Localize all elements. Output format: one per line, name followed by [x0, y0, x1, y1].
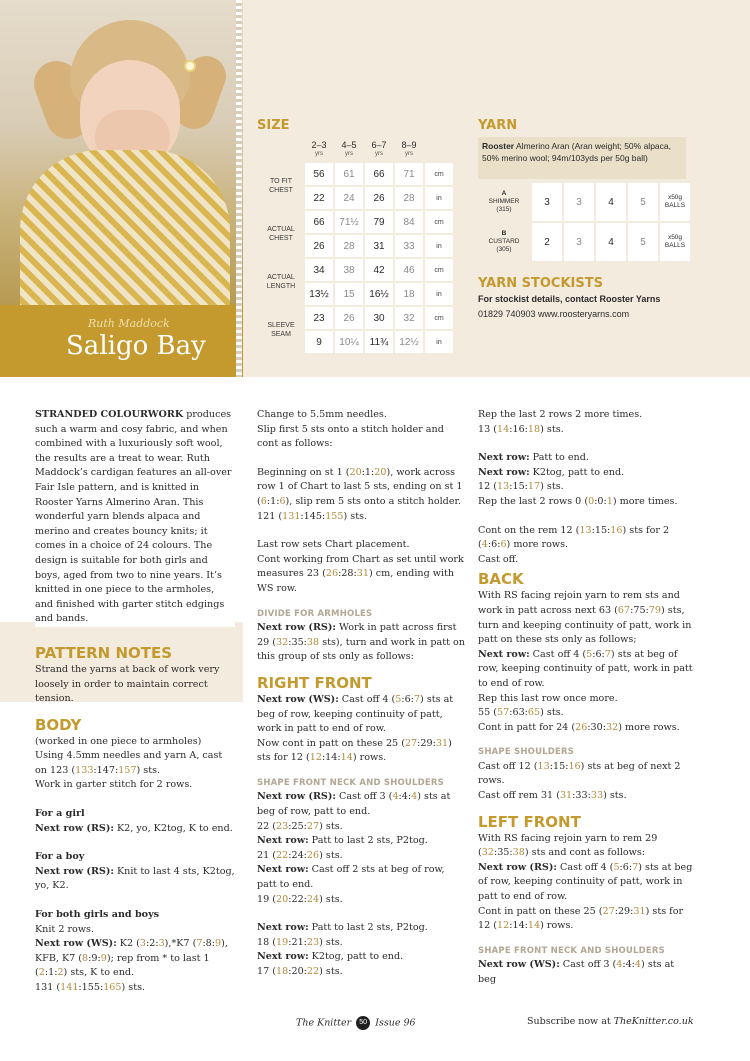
cell: 71½ [335, 211, 363, 233]
subscribe-text: Subscribe now at [527, 1016, 614, 1027]
cell: 4 [596, 223, 626, 261]
col2-text-3: Last row sets Chart placement. Cont working from Chart as set until work measures 23 (26:28:31) cm, ending with WS row. [257, 539, 464, 594]
stockists-phone-web: 01829 740903 www.roosteryarns.com [478, 309, 630, 319]
body-heading: BODY [35, 715, 82, 734]
cell: 12½ [395, 331, 423, 353]
left-neck-text: Next row (WS): Cast off 3 (4:4:4) sts at beg [478, 959, 675, 985]
spacer [257, 597, 467, 603]
spacer [35, 707, 235, 713]
pattern-title: Saligo Bay [66, 331, 206, 361]
footer-subscribe [527, 1016, 694, 1027]
unit-cell: cm [425, 163, 453, 185]
divide-armholes-heading: DIVIDE FOR ARMHOLES [257, 608, 373, 619]
cell: 5 [628, 183, 658, 221]
girl-text: Next row (RS): K2, yo, K2tog, K to end. [35, 822, 233, 834]
cell: 5 [628, 223, 658, 261]
spacer [35, 793, 235, 807]
cell: 28 [335, 235, 363, 257]
row-label: SLEEVE SEAM [259, 307, 303, 353]
both-heading: For both girls and boys [35, 909, 160, 921]
yarn-brand: Rooster [482, 141, 515, 151]
unit-cell: cm [425, 259, 453, 281]
table-row [478, 183, 690, 221]
cell: 10¼ [335, 331, 363, 353]
intro-paragraph: STRANDED COLOURWORK produces such a warm and cosy fabric, and when combined with a luxuriously soft wool, the results are a treat to wear. Ruth Maddock’s cardigan features an all-over Fair Isle pattern, and is knitted in Rooster Yarns Almerino Aran. This wonderful yarn blends alpaca and merino and creates bouncy knits; it comes in a choice of 24 colours. The design is suitable for both girls and boys, aged from two to nine years. It’s knitted in one piece to the armholes, and finished with garter stitch edgings and bands. [35, 408, 235, 627]
spacer [35, 894, 235, 908]
cell: 16½ [365, 283, 393, 305]
cell: 71 [395, 163, 423, 185]
row-label: ACTUAL LENGTH [259, 259, 303, 305]
column-1 [35, 408, 235, 996]
flower-icon [184, 60, 196, 72]
shade-label: A SHIMMER (315) [478, 183, 530, 221]
both-text: Knit 2 rows. Next row (WS): K2 (3:2:3),*K7 (7:8:9), KFB, K7 (8:9:9); rep from * to last 1 (2:1:2) sts, K to end. 131 (141:155:165) sts. [35, 923, 228, 993]
cell: 28 [395, 187, 423, 209]
back-text: With RS facing rejoin yarn to rem sts and work in patt across next 63 (67:75:79) sts, turn and keeping continuity of patt, work in patt on these sts only as follows; Next row: Cast off 4 (5:6:7) sts at beg of row, keeping continuity of patt, work in patt to end of row. Rep this last row once more. 55 (57:63:65) sts. Cont in patt for 24 (26:30:32) more rows. [478, 590, 693, 733]
magazine-name: The Knitter [296, 1017, 352, 1029]
cell: 26 [335, 307, 363, 329]
size-col-3: 8–9 yrs [401, 140, 417, 157]
left-front-text: With RS facing rejoin yarn to rem 29 (32:35:38) sts and cont as follows: Next row (RS): Cast off 4 (5:6:7) sts at beg of row, keeping continuity of patt, work in patt to end of row. Cont in patt on these 25 (27:29:31) sts for 12 (12:14:14) rows. [478, 832, 693, 932]
table-row [259, 211, 453, 233]
cell: 3 [564, 223, 594, 261]
cell: 33 [395, 235, 423, 257]
shade-label: B CUSTARD (305) [478, 223, 530, 261]
cell: 15 [335, 283, 363, 305]
cell: 32 [395, 307, 423, 329]
subscribe-link[interactable]: TheKnitter.co.uk [613, 1016, 694, 1027]
row-label: TO FIT CHEST [259, 163, 303, 209]
size-corner [259, 139, 303, 161]
spacer [478, 510, 693, 524]
spacer [35, 627, 235, 641]
page-number: 50 [356, 1016, 370, 1030]
spacer [257, 665, 467, 671]
shape-front-neck-text: Next row (RS): Cast off 3 (4:4:4) sts at beg of row, patt to end. 22 (23:25:27) sts. Next row: Patt to last 2 sts, P2tog. 21 (22:24:26) sts. Next row: Cast off 2 sts at beg of row, patt to end. 19 (20:22:24) sts. [257, 791, 451, 905]
boy-heading: For a boy [35, 851, 85, 863]
spacer [478, 804, 693, 810]
col2-text-1: Change to 5.5mm needles. Slip first 5 sts onto a stitch holder and cont as follows: [257, 409, 444, 450]
table-row [259, 163, 453, 185]
cell: 2 [532, 223, 562, 261]
body-text: (worked in one piece to armholes) Using 4.5mm needles and yarn A, cast on 123 (133:147:157) sts. Work in garter stitch for 2 rows. [35, 735, 223, 791]
right-front-text: Next row (WS): Cast off 4 (5:6:7) sts at beg of row, keeping continuity of patt, work in patt to end of row. Now cont in patt on these 25 (27:29:31) sts for 12 (12:14:14) rows. [257, 693, 454, 764]
size-col-1: 4–5 yrs [341, 140, 357, 157]
designer-name: Ruth Maddock [88, 317, 170, 330]
girl-heading: For a girl [35, 808, 85, 820]
cell: 38 [335, 259, 363, 281]
yarn-heading: YARN [478, 118, 518, 133]
yarn-table [476, 181, 692, 263]
cell: 30 [365, 307, 393, 329]
cell: 9 [305, 331, 333, 353]
title-box [0, 305, 243, 377]
shape-front-neck-heading: SHAPE FRONT NECK AND SHOULDERS [257, 777, 444, 788]
cell: 24 [335, 187, 363, 209]
zigzag-divider [236, 0, 242, 377]
cell: 23 [305, 307, 333, 329]
spacer [35, 836, 235, 850]
yarn-detail: Almerino Aran (Aran weight; 50% alpaca, 50% merino wool; 94m/103yds per 50g ball) [482, 141, 671, 163]
cell: 66 [365, 163, 393, 185]
hero-photo [0, 0, 243, 305]
spacer [257, 452, 467, 466]
spacer [478, 735, 693, 741]
column-2 [257, 408, 467, 980]
unit-cell: in [425, 235, 453, 257]
cell: 66 [305, 211, 333, 233]
size-unit-corner [425, 139, 453, 161]
size-heading: SIZE [257, 118, 290, 133]
unit-cell: cm [425, 211, 453, 233]
cell: 18 [395, 283, 423, 305]
spacer [478, 934, 693, 940]
unit-cell: x50g BALLS [660, 183, 690, 221]
cell: 11¾ [365, 331, 393, 353]
right-front-heading: RIGHT FRONT [257, 673, 372, 692]
cell: 61 [335, 163, 363, 185]
cell: 42 [365, 259, 393, 281]
cell: 56 [305, 163, 333, 185]
cell: 4 [596, 183, 626, 221]
col2-text-4: Next row: Patt to last 2 sts, P2tog. 18 (19:21:23) sts. Next row: K2tog, patt to end. 17 (18:20:22) sts. [257, 922, 428, 977]
yarn-description [478, 137, 686, 179]
cell: 46 [395, 259, 423, 281]
table-row [259, 307, 453, 329]
footer-magazine [296, 1016, 416, 1030]
col3-text-2: Next row: Patt to end. Next row: K2tog, patt to end. 12 (13:15:17) sts. Rep the last 2 rows 0 (0:0:1) more times. [478, 452, 678, 507]
table-row [478, 223, 690, 261]
shape-shoulders-text: Cast off 12 (13:15:16) sts at beg of next 2 rows. Cast off rem 31 (31:33:33) sts. [478, 760, 681, 802]
cell: 22 [305, 187, 333, 209]
photo-cardigan [20, 150, 230, 305]
divide-armholes-text: Next row (RS): Work in patt across first 29 (32:35:38 sts), turn and work in patt on this group of sts only as follows: [257, 622, 465, 663]
col2-text-2: Beginning on st 1 (20:1:20), work across row 1 of Chart to last 5 sts, ending on st 1 (6:1:6), slip rem 5 sts onto a stitch holder. 121 (131:145:155) sts. [257, 466, 463, 522]
unit-cell: x50g BALLS [660, 223, 690, 261]
cell: 13½ [305, 283, 333, 305]
size-col-0: 2–3 yrs [311, 140, 327, 157]
table-row [259, 259, 453, 281]
row-label: ACTUAL CHEST [259, 211, 303, 257]
col3-text-1: Rep the last 2 rows 2 more times. 13 (14:16:18) sts. [478, 409, 643, 435]
cell: 79 [365, 211, 393, 233]
pattern-notes-text: Strand the yarns at back of work very loosely in order to maintain correct tension. [35, 663, 220, 705]
cell: 3 [564, 183, 594, 221]
spacer [257, 524, 467, 538]
size-table [257, 137, 455, 355]
back-heading: BACK [478, 570, 524, 589]
cell: 26 [365, 187, 393, 209]
shape-shoulders-heading: SHAPE SHOULDERS [478, 747, 575, 758]
spacer [478, 437, 693, 451]
issue-number: Issue 96 [375, 1017, 416, 1029]
unit-cell: in [425, 187, 453, 209]
stockists-heading: YARN STOCKISTS [478, 276, 603, 291]
size-col-2: 6–7 yrs [371, 140, 387, 157]
unit-cell: cm [425, 307, 453, 329]
cell: 31 [365, 235, 393, 257]
spacer [257, 907, 467, 921]
cell: 84 [395, 211, 423, 233]
cell: 34 [305, 259, 333, 281]
col3-text-3: Cont on the rem 12 (13:15:16) sts for 2 (4:6:6) more rows. Cast off. [478, 524, 670, 565]
stockists-contact: For stockist details, contact Rooster Yarns [478, 294, 661, 304]
boy-text: Next row (RS): Knit to last 4 sts, K2tog, yo, K2. [35, 865, 235, 892]
unit-cell: in [425, 331, 453, 353]
spacer [257, 766, 467, 772]
cell: 26 [305, 235, 333, 257]
size-header-row [259, 139, 453, 161]
unit-cell: in [425, 283, 453, 305]
left-front-heading: LEFT FRONT [478, 812, 581, 831]
shape-front-neck-heading-2: SHAPE FRONT NECK AND SHOULDERS [478, 945, 665, 956]
cell: 3 [532, 183, 562, 221]
pattern-notes-heading: PATTERN NOTES [35, 643, 173, 662]
column-3 [478, 408, 693, 988]
